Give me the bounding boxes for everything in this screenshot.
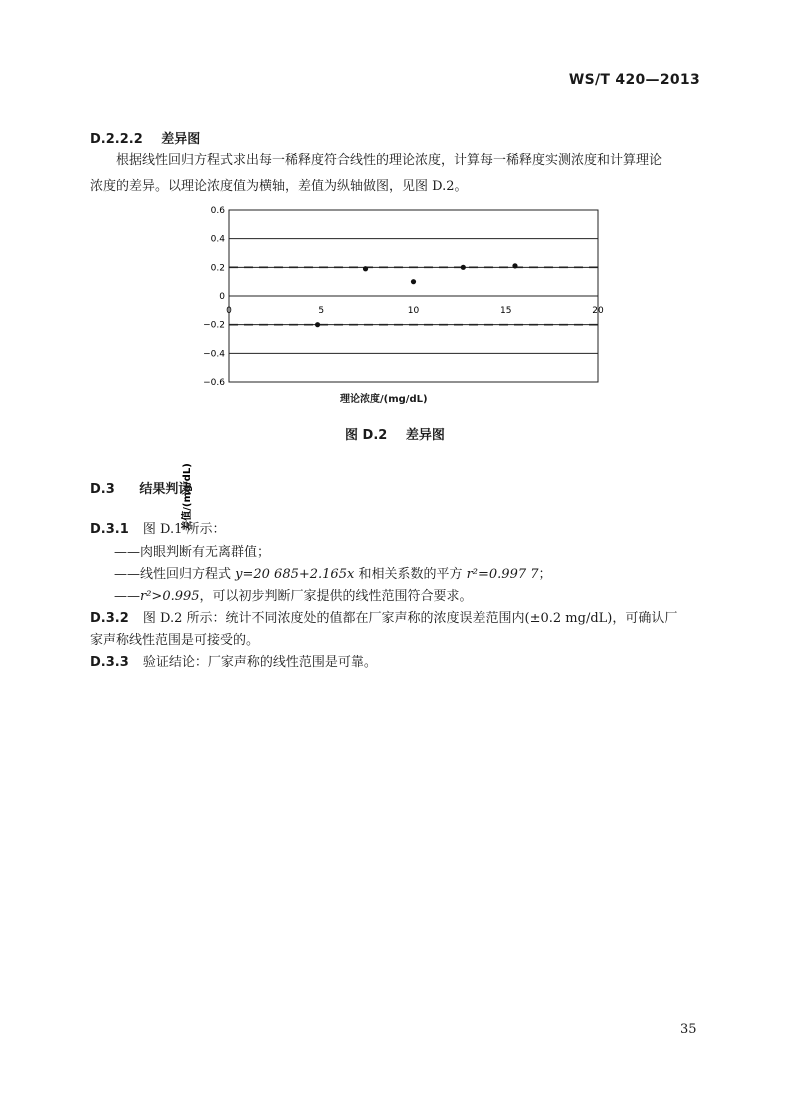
y-tick-label: −0.6 <box>203 378 225 388</box>
paragraph-line: 根据线性回归方程式求出每一稀释度符合线性的理论浓度，计算每一稀释度实测浓度和计算理论 <box>116 153 663 168</box>
x-axis-label: 理论浓度/(mg/dL) <box>340 394 428 405</box>
y-tick-label: −0.4 <box>203 349 225 360</box>
list-item-prefix: ——线性回归方程式 <box>114 567 236 582</box>
clause-text: 验证结论：厂家声称的线性范围是可靠。 <box>142 655 377 670</box>
clause-d32 <box>90 607 677 626</box>
document-code: WS/T 420—2013 <box>568 72 700 88</box>
section-title: 结果判读 <box>139 482 192 497</box>
data-point <box>315 322 320 327</box>
y-tick-label: −0.2 <box>203 320 225 331</box>
x-tick-label: 10 <box>407 306 420 316</box>
y-tick-label: 0.2 <box>210 263 225 274</box>
list-item <box>114 563 552 582</box>
section-number: D.3 <box>90 482 115 497</box>
data-point <box>461 265 466 270</box>
x-tick-label: 0 <box>226 306 232 316</box>
figure-number: 图 D.2 <box>345 428 388 443</box>
paragraph-line: 浓度的差异。以理论浓度值为横轴，差值为纵轴做图，见图 D.2。 <box>90 179 468 194</box>
figure-title: 差异图 <box>405 428 445 443</box>
clause-d31 <box>90 518 226 537</box>
data-point <box>363 266 368 271</box>
clause-text: 图 D.2 所示：统计不同浓度处的值都在厂家声称的浓度误差范围内(±0.2 mg/dL)，可确认厂 <box>142 611 678 626</box>
list-item: ——肉眼判断有无离群值； <box>114 545 271 560</box>
x-tick-label: 20 <box>592 306 604 316</box>
clause-number: D.3.3 <box>90 655 129 670</box>
x-tick-label: 5 <box>318 306 325 316</box>
list-item-rest: ，可以初步判断厂家提供的线性范围符合要求。 <box>199 589 473 604</box>
data-point <box>411 279 416 284</box>
regression-equation: y=20 685+2.165x <box>235 567 355 582</box>
figure-caption <box>345 424 445 443</box>
list-item-end: ； <box>538 567 552 582</box>
x-tick-label: 15 <box>500 306 512 316</box>
y-tick-label: 0.6 <box>210 206 225 216</box>
list-item-mid: 和相关系数的平方 <box>354 567 467 582</box>
clause-text: 图 D.1 所示： <box>142 522 226 537</box>
section-number: D.2.2.2 <box>90 132 143 147</box>
clause-number: D.3.1 <box>90 522 129 537</box>
page-number: 35 <box>680 1022 697 1037</box>
clause-number: D.3.2 <box>90 611 129 626</box>
y-axis-label: 差值/(mg/dL) <box>182 463 193 531</box>
r-squared-value: r²=0.997 7 <box>466 567 539 582</box>
section-heading-d3 <box>90 478 191 497</box>
list-item: ——r²>0.995，可以初步判断厂家提供的线性范围符合要求。 <box>114 589 473 604</box>
data-point <box>512 263 517 268</box>
section-title: 差异图 <box>161 132 201 147</box>
r-squared-threshold: r²>0.995 <box>140 589 200 604</box>
clause-d33 <box>90 651 377 670</box>
y-tick-label: 0 <box>219 292 225 302</box>
clause-continuation: 家声称线性范围是可接受的。 <box>90 633 260 648</box>
section-heading-d222 <box>90 128 200 147</box>
y-tick-label: 0.4 <box>210 234 225 245</box>
